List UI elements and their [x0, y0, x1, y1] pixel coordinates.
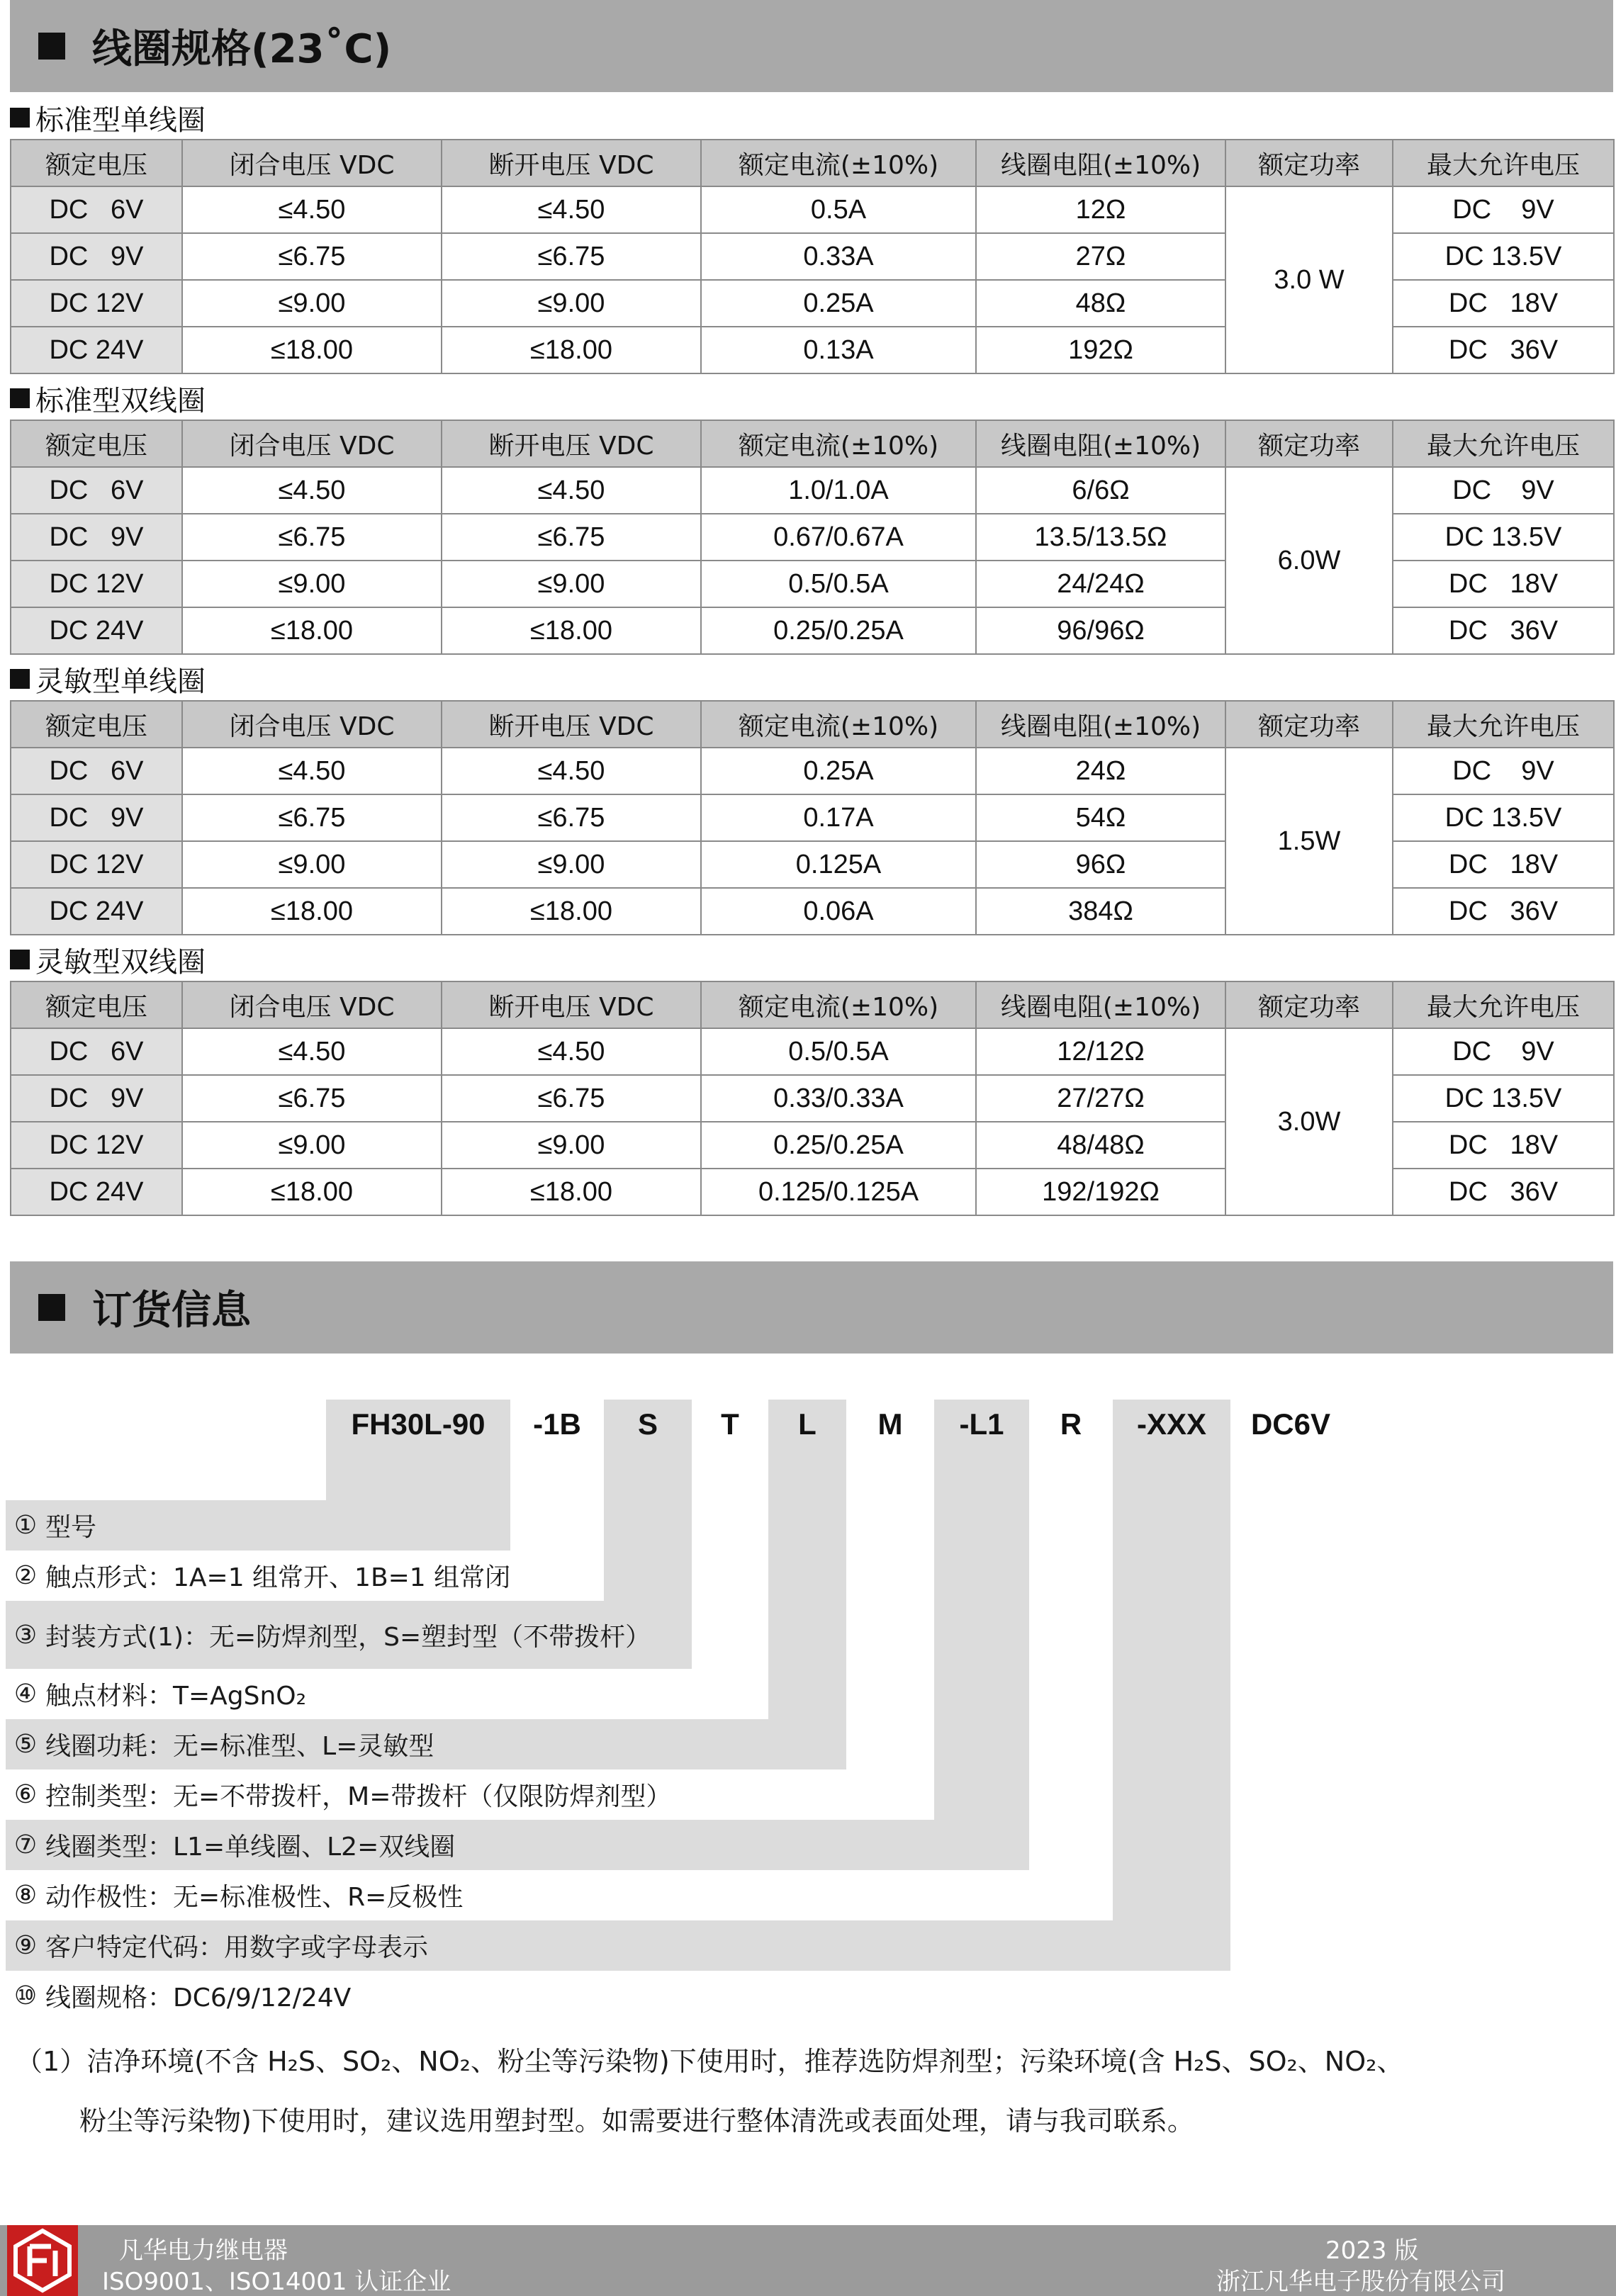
table-cell: ≤18.00 [182, 1169, 442, 1215]
code-part-coil-spec: DC6V [1250, 1407, 1331, 1441]
table-cell: 24Ω [976, 748, 1225, 794]
table-cell: ≤4.50 [442, 748, 701, 794]
note-line-1: （1）洁净环境(不含 H₂S、SO₂、NO₂、粉尘等污染物)下使用时，推荐选防焊剂型；污染环境(含 H₂S、SO₂、NO₂、 [16, 2046, 1404, 2077]
table-cell: DC 24V [11, 607, 182, 654]
table-cell: ≤18.00 [182, 888, 442, 935]
table-cell: ≤9.00 [182, 1122, 442, 1169]
table-cell: 96Ω [976, 841, 1225, 888]
code-part-material: T [721, 1407, 739, 1441]
fanhua-logo-icon [7, 2225, 78, 2296]
ordering-option [6, 1920, 428, 1971]
table-cell: DC 36V [1393, 327, 1614, 373]
ordering-option [6, 1669, 306, 1719]
table-cell: DC 9V [11, 233, 182, 280]
table-cell: 12/12Ω [976, 1028, 1225, 1075]
table-cell: 0.25A [701, 280, 976, 327]
table-cell: 0.67/0.67A [701, 514, 976, 561]
table-cell: 192/192Ω [976, 1169, 1225, 1215]
square-bullet-icon [10, 388, 30, 408]
table-cell: ≤9.00 [442, 561, 701, 607]
table-header-row [11, 420, 1614, 467]
table-cell: ≤6.75 [442, 1075, 701, 1122]
option-number: ② [13, 1561, 38, 1590]
table-cell: 6/6Ω [976, 467, 1225, 514]
code-part-coil-type: -L1 [959, 1407, 1004, 1441]
table-cell: ≤6.75 [442, 233, 701, 280]
table-cell: 0.125A [701, 841, 976, 888]
table-cell: DC 36V [1393, 607, 1614, 654]
ordering-option [6, 1971, 351, 2021]
column-header: 额定电压 [11, 420, 182, 467]
table-cell: 0.25A [701, 748, 976, 794]
option-number: ⑩ [13, 1981, 38, 2010]
column-header: 额定功率 [1225, 420, 1393, 467]
square-bullet-icon [38, 1294, 65, 1321]
column-header: 断开电压 VDC [442, 701, 701, 748]
table-cell: ≤9.00 [182, 561, 442, 607]
table-cell: ≤6.75 [182, 794, 442, 841]
column-header: 闭合电压 VDC [182, 981, 442, 1028]
table-cell: 192Ω [976, 327, 1225, 373]
table-cell: ≤9.00 [442, 1122, 701, 1169]
ordering-option [6, 1870, 463, 1920]
rated-power-cell: 1.5W [1225, 748, 1393, 935]
option-text: 控制类型：无=不带拨杆，M=带拨杆（仅限防焊剂型） [45, 1782, 672, 1811]
table-cell: ≤6.75 [442, 794, 701, 841]
square-bullet-icon [10, 108, 30, 128]
column-header: 最大允许电压 [1393, 420, 1614, 467]
table-cell: DC 13.5V [1393, 794, 1614, 841]
column-header: 额定电压 [11, 701, 182, 748]
option-number: ① [13, 1511, 38, 1540]
table-cell: ≤4.50 [442, 1028, 701, 1075]
table-cell: ≤9.00 [442, 280, 701, 327]
table-cell: ≤18.00 [442, 1169, 701, 1215]
table-cell: ≤4.50 [182, 748, 442, 794]
coil-spec-table [10, 420, 1615, 655]
table-cell: 48Ω [976, 280, 1225, 327]
table-cell: ≤9.00 [442, 841, 701, 888]
table-cell: 48/48Ω [976, 1122, 1225, 1169]
table-cell: DC 36V [1393, 1169, 1614, 1215]
option-text: 客户特定代码：用数字或字母表示 [45, 1933, 429, 1962]
column-header: 额定电压 [11, 140, 182, 186]
table-cell: DC 24V [11, 327, 182, 373]
subsection-title [10, 659, 206, 699]
code-column-customer-code [1113, 1400, 1230, 1971]
table-cell: 0.25/0.25A [701, 1122, 976, 1169]
table-cell: DC 18V [1393, 841, 1614, 888]
table-cell: 0.33/0.33A [701, 1075, 976, 1122]
column-header: 断开电压 VDC [442, 981, 701, 1028]
code-column-coil-power [768, 1400, 846, 1769]
coil-spec-title: 线圈规格(23˚C) [92, 26, 392, 72]
ordering-option [6, 1551, 510, 1601]
footer-bar [0, 2225, 1616, 2296]
table-cell: DC 13.5V [1393, 233, 1614, 280]
option-text: 线圈类型：L1=单线圈、L2=双线圈 [45, 1833, 456, 1862]
ordering-info-header [10, 1261, 1613, 1354]
coil-spec-table [10, 139, 1615, 374]
table-cell: ≤4.50 [182, 186, 442, 233]
table-cell: DC 13.5V [1393, 514, 1614, 561]
coil-spec-table [10, 981, 1615, 1216]
footer-company-full: 浙江凡华电子股份有限公司 [1216, 2268, 1505, 2296]
code-part-model: FH30L-90 [326, 1400, 510, 1449]
column-header: 最大允许电压 [1393, 981, 1614, 1028]
code-column-coil-type [934, 1400, 1029, 1870]
ordering-info-title: 订货信息 [92, 1288, 251, 1334]
coil-spec-header [10, 0, 1613, 92]
table-cell: 54Ω [976, 794, 1225, 841]
subsection-title-text: 灵敏型单线圈 [35, 665, 206, 698]
ordering-option [6, 1500, 96, 1551]
table-cell: DC 18V [1393, 1122, 1614, 1169]
code-part-customer: -XXX [1136, 1407, 1207, 1441]
rated-power-cell: 3.0W [1225, 1028, 1393, 1215]
option-number: ⑤ [13, 1730, 38, 1759]
square-bullet-icon [10, 669, 30, 689]
table-cell: DC 12V [11, 1122, 182, 1169]
table-cell: ≤6.75 [442, 514, 701, 561]
column-header: 额定电流(±10%) [701, 981, 976, 1028]
option-text: 线圈规格：DC6/9/12/24V [45, 1983, 352, 2013]
column-header: 额定功率 [1225, 981, 1393, 1028]
table-header-row [11, 701, 1614, 748]
note-line-2: 粉尘等污染物)下使用时，建议选用塑封型。如需要进行整体清洗或表面处理，请与我司联系。 [79, 2105, 1194, 2137]
column-header: 额定电流(±10%) [701, 701, 976, 748]
coil-spec-table [10, 700, 1615, 935]
option-text: 线圈功耗：无=标准型、L=灵敏型 [45, 1732, 434, 1761]
column-header: 额定功率 [1225, 140, 1393, 186]
table-cell: 0.5/0.5A [701, 561, 976, 607]
table-cell: DC 9V [11, 794, 182, 841]
table-cell: 0.33A [701, 233, 976, 280]
subsection-title [10, 98, 206, 137]
table-row [11, 186, 1614, 233]
subsection-title-text: 灵敏型双线圈 [35, 945, 206, 979]
table-cell: ≤18.00 [442, 327, 701, 373]
column-header: 闭合电压 VDC [182, 701, 442, 748]
column-header: 断开电压 VDC [442, 420, 701, 467]
column-header: 额定电流(±10%) [701, 420, 976, 467]
column-header: 闭合电压 VDC [182, 140, 442, 186]
table-cell: DC 6V [11, 748, 182, 794]
table-cell: 0.25/0.25A [701, 607, 976, 654]
table-cell: DC 6V [11, 1028, 182, 1075]
table-row [11, 1028, 1614, 1075]
table-cell: ≤4.50 [182, 467, 442, 514]
footer-certification: ISO9001、ISO14001 认证企业 [102, 2268, 451, 2296]
ordering-option [6, 1820, 455, 1870]
table-cell: 0.5A [701, 186, 976, 233]
table-cell: DC 9V [1393, 467, 1614, 514]
table-cell: 1.0/1.0A [701, 467, 976, 514]
table-cell: DC 36V [1393, 888, 1614, 935]
square-bullet-icon [38, 33, 65, 60]
table-cell: DC 12V [11, 280, 182, 327]
column-header: 线圈电阻(±10%) [976, 981, 1225, 1028]
table-cell: ≤6.75 [182, 233, 442, 280]
table-cell: ≤9.00 [182, 280, 442, 327]
code-part-polarity: R [1060, 1407, 1082, 1441]
table-cell: ≤4.50 [182, 1028, 442, 1075]
table-cell: DC 24V [11, 1169, 182, 1215]
option-text: 封装方式(1)：无=防焊剂型，S=塑封型（不带拨杆） [45, 1622, 651, 1652]
table-cell: DC 9V [11, 514, 182, 561]
code-part-packaging: S [637, 1407, 658, 1441]
table-cell: DC 6V [11, 186, 182, 233]
option-number: ⑥ [13, 1780, 38, 1809]
column-header: 线圈电阻(±10%) [976, 140, 1225, 186]
table-cell: 27Ω [976, 233, 1225, 280]
table-row [11, 748, 1614, 794]
ordering-option [6, 1601, 651, 1669]
table-cell: ≤6.75 [182, 514, 442, 561]
table-cell: 13.5/13.5Ω [976, 514, 1225, 561]
table-cell: ≤18.00 [182, 327, 442, 373]
option-text: 动作极性：无=标准极性、R=反极性 [45, 1883, 464, 1912]
table-cell: 0.5/0.5A [701, 1028, 976, 1075]
table-cell: ≤9.00 [182, 841, 442, 888]
table-cell: 27/27Ω [976, 1075, 1225, 1122]
code-part-control: M [877, 1407, 903, 1441]
table-header-row [11, 140, 1614, 186]
subsection-title-text: 标准型单线圈 [35, 103, 206, 137]
table-row [11, 467, 1614, 514]
rated-power-cell: 3.0 W [1225, 186, 1393, 373]
table-cell: DC 24V [11, 888, 182, 935]
table-cell: 0.17A [701, 794, 976, 841]
option-text: 触点材料：T=AgSnO₂ [45, 1682, 307, 1711]
table-cell: DC 9V [11, 1075, 182, 1122]
column-header: 额定功率 [1225, 701, 1393, 748]
table-cell: 96/96Ω [976, 607, 1225, 654]
table-cell: 384Ω [976, 888, 1225, 935]
table-cell: DC 13.5V [1393, 1075, 1614, 1122]
footer-edition: 2023 版 [1325, 2236, 1419, 2265]
option-text: 触点形式：1A=1 组常开、1B=1 组常闭 [45, 1563, 511, 1592]
option-text: 型号 [45, 1513, 97, 1542]
table-cell: ≤4.50 [442, 186, 701, 233]
column-header: 闭合电压 VDC [182, 420, 442, 467]
rated-power-cell: 6.0W [1225, 467, 1393, 654]
table-cell: 0.125/0.125A [701, 1169, 976, 1215]
ordering-option [6, 1719, 434, 1769]
table-cell: ≤6.75 [182, 1075, 442, 1122]
table-cell: DC 9V [1393, 1028, 1614, 1075]
footer-company-short: 凡华电力继电器 [119, 2236, 288, 2265]
table-cell: 12Ω [976, 186, 1225, 233]
column-header: 最大允许电压 [1393, 701, 1614, 748]
option-number: ⑨ [13, 1931, 38, 1960]
subsection-title [10, 378, 206, 418]
table-cell: 24/24Ω [976, 561, 1225, 607]
square-bullet-icon [10, 950, 30, 969]
table-cell: ≤18.00 [442, 888, 701, 935]
table-cell: DC 9V [1393, 748, 1614, 794]
table-cell: DC 12V [11, 561, 182, 607]
table-cell: ≤4.50 [442, 467, 701, 514]
column-header: 线圈电阻(±10%) [976, 420, 1225, 467]
option-number: ④ [13, 1679, 38, 1709]
code-part-power: L [798, 1407, 817, 1441]
column-header: 最大允许电压 [1393, 140, 1614, 186]
table-cell: DC 18V [1393, 561, 1614, 607]
table-cell: DC 18V [1393, 280, 1614, 327]
option-number: ⑦ [13, 1830, 38, 1859]
table-cell: ≤18.00 [442, 607, 701, 654]
option-number: ⑧ [13, 1881, 38, 1910]
table-cell: DC 12V [11, 841, 182, 888]
ordering-option [6, 1769, 671, 1820]
table-header-row [11, 981, 1614, 1028]
table-cell: ≤18.00 [182, 607, 442, 654]
code-part-contact: -1B [533, 1407, 581, 1441]
table-cell: DC 9V [1393, 186, 1614, 233]
option-number: ③ [13, 1620, 38, 1650]
table-cell: DC 6V [11, 467, 182, 514]
subsection-title-text: 标准型双线圈 [35, 384, 206, 417]
table-cell: 0.13A [701, 327, 976, 373]
subsection-title [10, 940, 206, 979]
column-header: 断开电压 VDC [442, 140, 701, 186]
table-cell: 0.06A [701, 888, 976, 935]
column-header: 线圈电阻(±10%) [976, 701, 1225, 748]
column-header: 额定电压 [11, 981, 182, 1028]
column-header: 额定电流(±10%) [701, 140, 976, 186]
